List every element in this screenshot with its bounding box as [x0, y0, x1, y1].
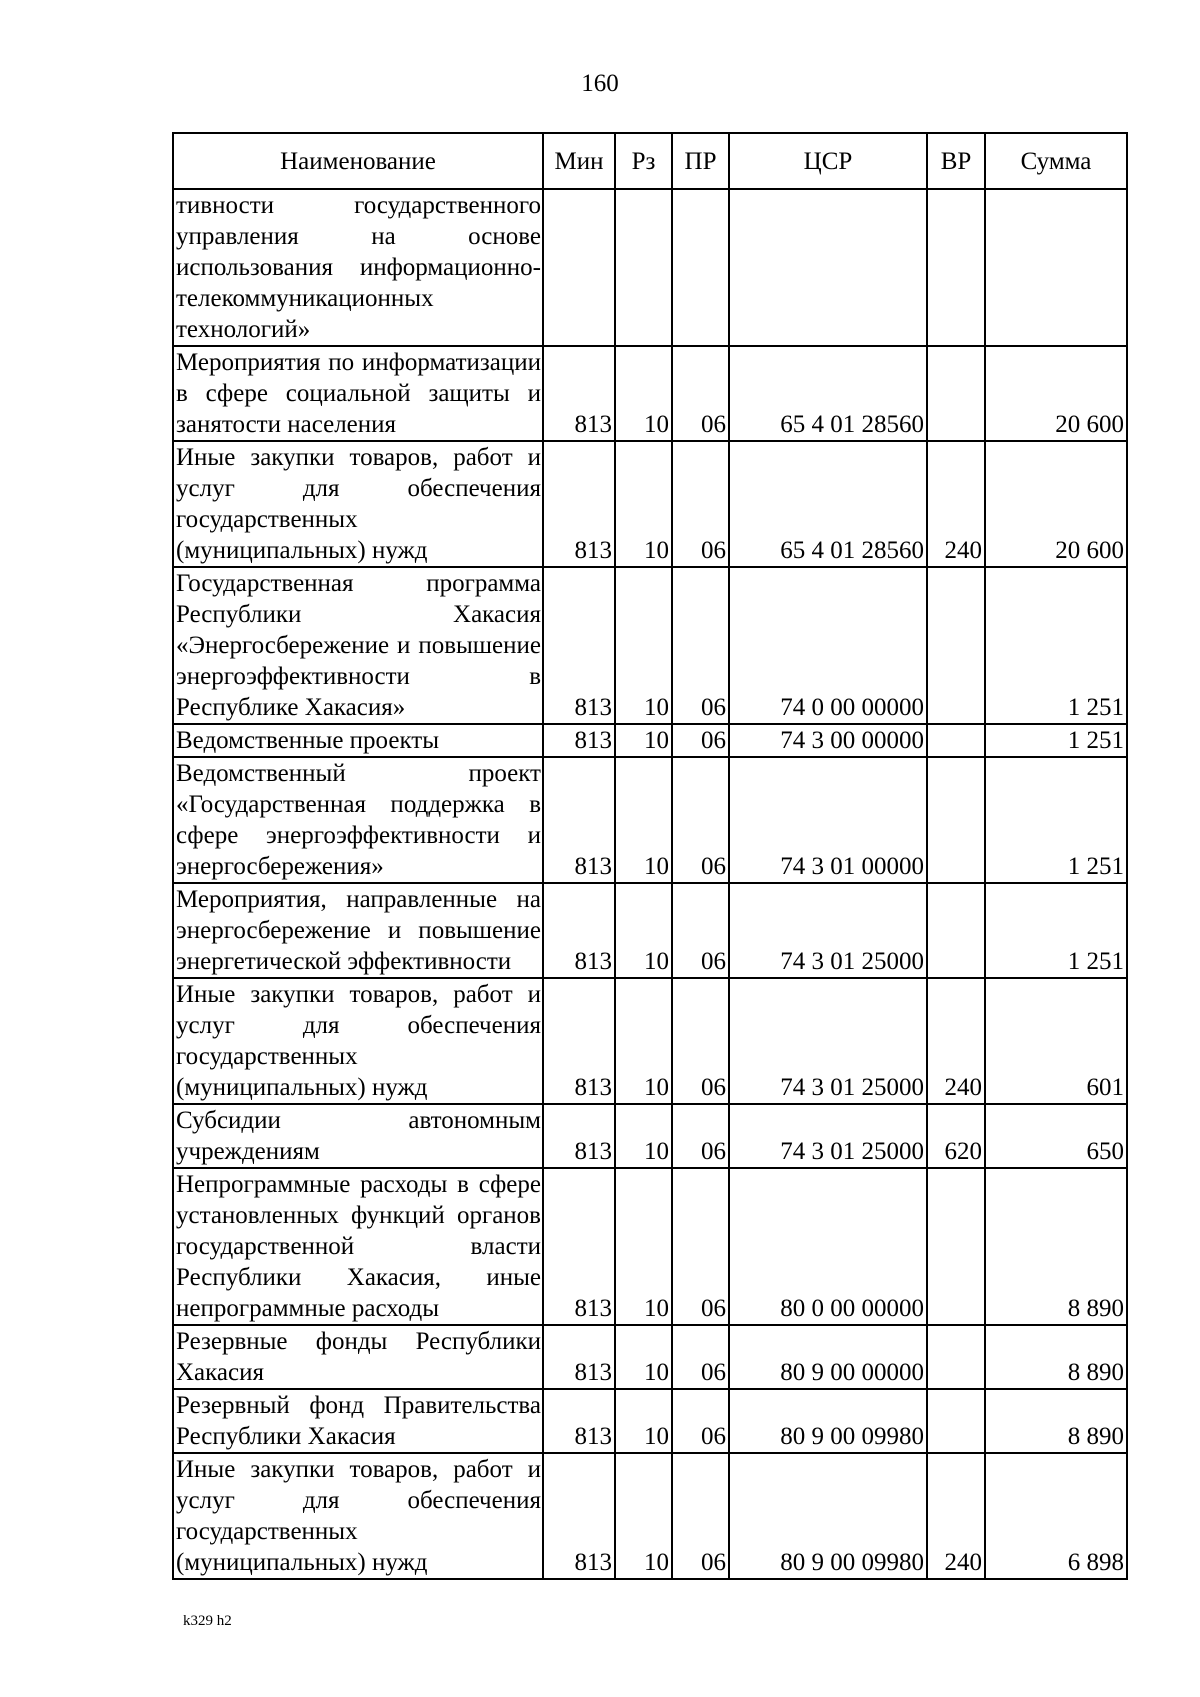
row-pr: 06 [672, 1325, 729, 1389]
footer-code: k329 h2 [183, 1613, 232, 1629]
row-min: 813 [543, 1453, 615, 1579]
row-vr [927, 189, 985, 346]
row-csr: 74 3 01 25000 [729, 883, 927, 978]
row-sum: 6 898 [985, 1453, 1127, 1579]
row-csr: 74 0 00 00000 [729, 567, 927, 724]
row-pr: 06 [672, 1168, 729, 1325]
page-number: 160 [581, 70, 619, 97]
row-sum: 601 [985, 978, 1127, 1104]
row-name: Ведомственный проект «Государственная поддержка в сфере энергоэффективности и энергосбережения» [173, 757, 543, 883]
row-name: Мероприятия по информатизации в сфере социальной защиты и занятости населения [173, 346, 543, 441]
row-rz: 10 [615, 1389, 672, 1453]
row-rz: 10 [615, 1453, 672, 1579]
row-min [543, 189, 615, 346]
row-rz: 10 [615, 724, 672, 757]
row-min: 813 [543, 978, 615, 1104]
table-row [173, 1389, 1127, 1453]
row-min: 813 [543, 757, 615, 883]
row-pr: 06 [672, 1104, 729, 1168]
row-name: Субсидии автономным учреждениям [173, 1104, 543, 1168]
row-name: тивности государственного управления на основе использования информационно-телекоммуникационных технологий» [173, 189, 543, 346]
row-min: 813 [543, 567, 615, 724]
row-csr: 80 9 00 00000 [729, 1325, 927, 1389]
table-row [173, 978, 1127, 1104]
row-name: Государственная программа Республики Хакасия «Энергосбережение и повышение энергоэффективности в Республике Хакасия» [173, 567, 543, 724]
row-vr [927, 567, 985, 724]
table-row [173, 1325, 1127, 1389]
row-rz [615, 189, 672, 346]
row-vr: 240 [927, 978, 985, 1104]
row-name: Резервные фонды Республики Хакасия [173, 1325, 543, 1389]
row-min: 813 [543, 724, 615, 757]
header-name: Наименование [173, 133, 543, 189]
table-row [173, 346, 1127, 441]
row-name: Иные закупки товаров, работ и услуг для обеспечения государственных (муниципальных) нужд [173, 1453, 543, 1579]
row-min: 813 [543, 1104, 615, 1168]
row-csr: 74 3 01 25000 [729, 1104, 927, 1168]
table-row [173, 1104, 1127, 1168]
row-rz: 10 [615, 883, 672, 978]
row-rz: 10 [615, 1325, 672, 1389]
row-pr: 06 [672, 1453, 729, 1579]
row-sum: 8 890 [985, 1389, 1127, 1453]
row-vr [927, 1325, 985, 1389]
row-name: Мероприятия, направленные на энергосбережение и повышение энергетической эффективности [173, 883, 543, 978]
row-sum: 1 251 [985, 883, 1127, 978]
row-sum: 1 251 [985, 567, 1127, 724]
row-vr: 620 [927, 1104, 985, 1168]
row-name: Иные закупки товаров, работ и услуг для обеспечения государственных (муниципальных) нужд [173, 441, 543, 567]
row-csr: 80 9 00 09980 [729, 1453, 927, 1579]
row-min: 813 [543, 1168, 615, 1325]
header-rz: Рз [615, 133, 672, 189]
row-pr [672, 189, 729, 346]
row-min: 813 [543, 346, 615, 441]
row-vr: 240 [927, 441, 985, 567]
row-name: Резервный фонд Правительства Республики Хакасия [173, 1389, 543, 1453]
row-sum: 650 [985, 1104, 1127, 1168]
row-min: 813 [543, 441, 615, 567]
row-sum: 8 890 [985, 1168, 1127, 1325]
row-rz: 10 [615, 441, 672, 567]
table-row [173, 724, 1127, 757]
row-min: 813 [543, 883, 615, 978]
row-csr: 74 3 00 00000 [729, 724, 927, 757]
row-csr: 65 4 01 28560 [729, 441, 927, 567]
row-rz: 10 [615, 1168, 672, 1325]
table-row [173, 567, 1127, 724]
table-row [173, 1453, 1127, 1579]
table-row [173, 1168, 1127, 1325]
row-pr: 06 [672, 883, 729, 978]
row-name: Ведомственные проекты [173, 724, 543, 757]
row-sum: 20 600 [985, 346, 1127, 441]
row-csr: 65 4 01 28560 [729, 346, 927, 441]
row-csr: 74 3 01 25000 [729, 978, 927, 1104]
row-vr [927, 724, 985, 757]
row-csr: 74 3 01 00000 [729, 757, 927, 883]
table-header-row [173, 133, 1127, 189]
header-pr: ПР [672, 133, 729, 189]
row-rz: 10 [615, 757, 672, 883]
row-csr: 80 0 00 00000 [729, 1168, 927, 1325]
header-sum: Сумма [985, 133, 1127, 189]
row-sum: 20 600 [985, 441, 1127, 567]
row-rz: 10 [615, 346, 672, 441]
row-sum [985, 189, 1127, 346]
header-csr: ЦСР [729, 133, 927, 189]
row-pr: 06 [672, 1389, 729, 1453]
row-pr: 06 [672, 978, 729, 1104]
header-vr: ВР [927, 133, 985, 189]
row-vr [927, 1389, 985, 1453]
table-row [173, 757, 1127, 883]
row-vr [927, 883, 985, 978]
header-min: Мин [543, 133, 615, 189]
budget-table [172, 132, 1128, 1580]
row-sum: 1 251 [985, 757, 1127, 883]
row-sum: 1 251 [985, 724, 1127, 757]
row-name: Непрограммные расходы в сфере установленных функций органов государственной власти Республики Хакасия, иные непрограммные расходы [173, 1168, 543, 1325]
row-rz: 10 [615, 1104, 672, 1168]
table-row [173, 883, 1127, 978]
row-pr: 06 [672, 346, 729, 441]
row-pr: 06 [672, 441, 729, 567]
row-name: Иные закупки товаров, работ и услуг для обеспечения государственных (муниципальных) нужд [173, 978, 543, 1104]
row-vr [927, 1168, 985, 1325]
row-min: 813 [543, 1325, 615, 1389]
row-pr: 06 [672, 757, 729, 883]
row-vr [927, 757, 985, 883]
row-csr: 80 9 00 09980 [729, 1389, 927, 1453]
table-row [173, 441, 1127, 567]
row-pr: 06 [672, 567, 729, 724]
row-csr [729, 189, 927, 346]
row-rz: 10 [615, 567, 672, 724]
row-vr: 240 [927, 1453, 985, 1579]
row-vr [927, 346, 985, 441]
row-sum: 8 890 [985, 1325, 1127, 1389]
row-min: 813 [543, 1389, 615, 1453]
table-row [173, 189, 1127, 346]
row-pr: 06 [672, 724, 729, 757]
row-rz: 10 [615, 978, 672, 1104]
